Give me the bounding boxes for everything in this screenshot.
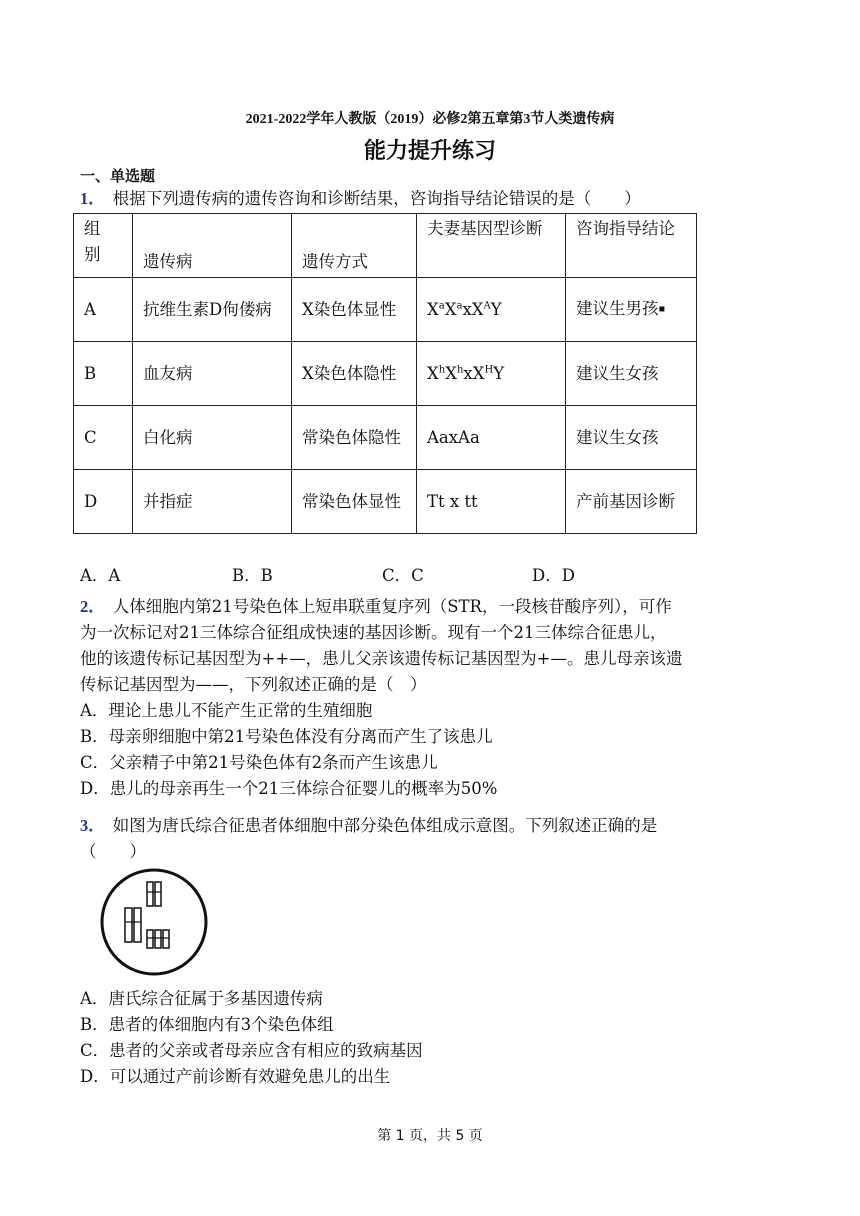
cell-outline [102, 870, 206, 974]
table-cell: 抗维生素D佝偻病 [133, 278, 292, 342]
table-row [74, 278, 697, 342]
genotype-cell: $X^hX^hxX^HY$ [417, 342, 566, 406]
table-cell: A [74, 278, 133, 342]
table-cell: C [74, 406, 133, 470]
option-b[interactable]: B．母亲卵细胞中第21号染色体没有分离而产生了该患儿 [80, 727, 493, 746]
chromosome [147, 930, 153, 948]
table-header-row [74, 214, 697, 278]
table-cell: 建议生女孩 [566, 406, 697, 470]
table-cell: X染色体隐性 [292, 342, 417, 406]
question-text: 根据下列遗传病的遗传咨询和诊断结果，咨询指导结论错误的是（ ） [112, 189, 641, 208]
option-c[interactable]: C．患者的父亲或者母亲应含有相应的致病基因 [80, 1041, 423, 1060]
option-b[interactable]: B．B [232, 566, 273, 585]
genotype-cell: Tt x tt [417, 470, 566, 534]
genotype-cell: AaxAa [417, 406, 566, 470]
question-2-line: 为一次标记对21三体综合征组成快速的基因诊断。现有一个21三体综合征患儿， [80, 623, 667, 642]
page-footer: 第 1 页，共 5 页 [377, 1128, 483, 1144]
question-3-line: 3． 如图为唐氏综合征患者体细胞中部分染色体组成示意图。下列叙述正确的是 [80, 816, 658, 835]
chromosome [147, 882, 153, 906]
table-cell: 常染色体显性 [292, 470, 417, 534]
table-cell: 建议生男孩▪ [566, 278, 697, 342]
chromosome [125, 908, 132, 942]
diagnosis-table [73, 213, 697, 534]
question-3-line: （ ） [80, 842, 146, 861]
option-a[interactable]: A．A [80, 566, 121, 585]
table-header-cell: 夫妻基因型诊断 [417, 214, 566, 278]
table-cell: 产前基因诊断 [566, 470, 697, 534]
question-number: 2． [80, 597, 105, 616]
option-b[interactable]: B．患者的体细胞内有3个染色体组 [80, 1015, 334, 1034]
chromosome-diagram [96, 866, 216, 986]
question-number: 1． [80, 189, 105, 208]
option-d[interactable]: D．患儿的母亲再生一个21三体综合征婴儿的概率为50% [80, 779, 498, 798]
table-row [74, 406, 697, 470]
section-heading: 一、单选题 [80, 167, 156, 185]
table-header-cell: 遗传方式 [292, 214, 417, 278]
table-cell: B [74, 342, 133, 406]
option-d[interactable]: D．可以通过产前诊断有效避免患儿的出生 [80, 1067, 391, 1086]
table-cell: 白化病 [133, 406, 292, 470]
genotype-cell: $X^aX^axX^AY$ [417, 278, 566, 342]
table-cell: D [74, 470, 133, 534]
table-cell: 并指症 [133, 470, 292, 534]
table-cell: X染色体显性 [292, 278, 417, 342]
question-1 [80, 186, 641, 212]
table-header-cell: 咨询指导结论 [566, 214, 697, 278]
document-subtitle: 能力提升练习 [363, 139, 496, 164]
question-number: 3． [80, 816, 105, 835]
table-header-cell: 遗传病 [133, 214, 292, 278]
table-cell: 常染色体隐性 [292, 406, 417, 470]
table-row [74, 470, 697, 534]
option-d[interactable]: D．D [532, 566, 575, 585]
chromosome [155, 930, 161, 948]
dot-mark: ▪ [658, 303, 666, 315]
chromosome [163, 930, 169, 948]
table-cell: 建议生女孩 [566, 342, 697, 406]
chromosome [134, 908, 141, 942]
question-2-line: 他的该遗传标记基因型为++—，患儿父亲该遗传标记基因型为+—。患儿母亲该遗 [80, 649, 683, 668]
question-2-line: 传标记基因型为——，下列叙述正确的是（ ） [80, 675, 427, 694]
table-cell: 血友病 [133, 342, 292, 406]
option-c[interactable]: C．C [382, 566, 424, 585]
table-row [74, 342, 697, 406]
option-a[interactable]: A．唐氏综合征属于多基因遗传病 [80, 989, 323, 1008]
option-c[interactable]: C．父亲精子中第21号染色体有2条而产生该患儿 [80, 753, 438, 772]
option-a[interactable]: A．理论上患儿不能产生正常的生殖细胞 [80, 701, 373, 720]
question-2-line: 2． 人体细胞内第21号染色体上短串联重复序列（STR，一段核苷酸序列），可作 [80, 597, 672, 616]
document-title: 2021-2022学年人教版（2019）必修2第五章第3节人类遗传病 [245, 112, 615, 127]
chromosome [155, 882, 161, 906]
table-header-cell: 组别 [74, 214, 133, 278]
